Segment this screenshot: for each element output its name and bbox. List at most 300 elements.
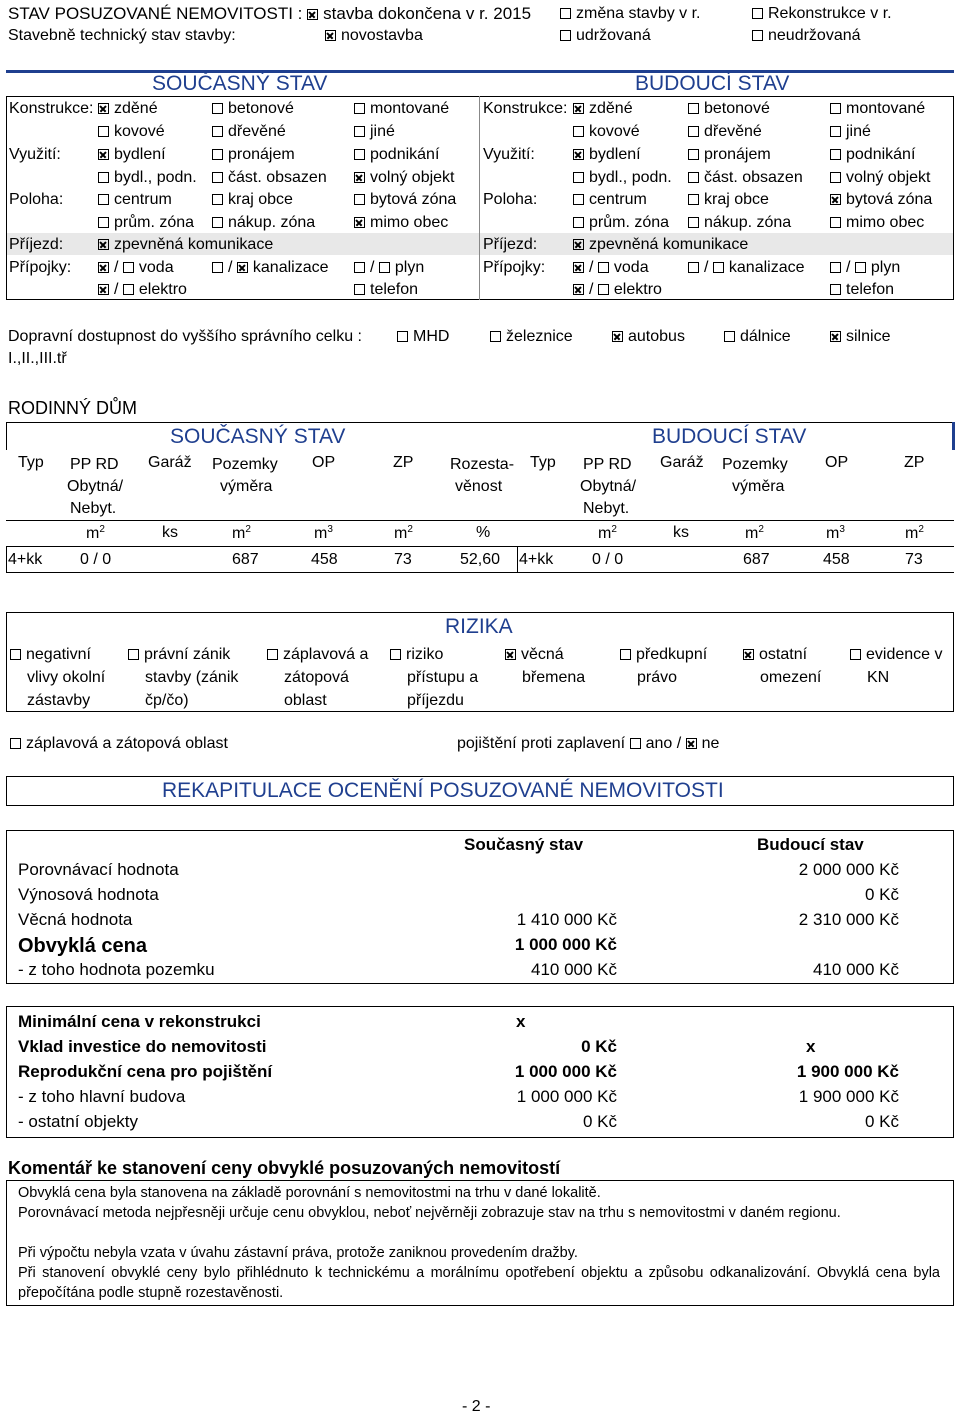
col-pozemky-l2: výměra [220, 478, 273, 495]
risk-label: oblast [284, 692, 327, 709]
checkbox[interactable] [598, 284, 609, 295]
checkbox[interactable] [354, 149, 365, 160]
checkbox[interactable] [212, 217, 223, 228]
cur-typ-value: 4+kk [8, 551, 43, 568]
checkbox[interactable] [850, 649, 861, 660]
checkbox[interactable] [390, 649, 401, 660]
col-pprd [67, 454, 124, 520]
konstrukce-label: Konstrukce: [9, 100, 94, 117]
unit-exp: 2 [611, 524, 617, 535]
risk-label: příjezdu [407, 692, 464, 709]
unit-exp: 3 [839, 524, 845, 535]
checkbox-checked[interactable] [573, 149, 584, 160]
option-label: voda [138, 259, 174, 276]
page-title [8, 4, 531, 24]
unit: m [905, 525, 919, 542]
option-label: volný objekt [846, 169, 931, 186]
fut-kanalizace [688, 259, 805, 277]
option-label: montované [370, 100, 450, 117]
option-label: bytová zóna [846, 191, 933, 208]
option-label: dálnice [740, 328, 791, 345]
option-label: centrum [114, 191, 172, 208]
checkbox-checked[interactable] [743, 649, 754, 660]
risk-label: právo [637, 669, 678, 686]
konstrukce-label: Konstrukce: [483, 100, 568, 117]
poloha-label: Poloha: [483, 191, 538, 208]
recap-row-label: Vklad investice do nemovitosti [18, 1037, 267, 1056]
house-title: RODINNÝ DŮM [8, 398, 137, 418]
checkbox[interactable] [620, 649, 631, 660]
option-label: novostavba [341, 27, 423, 44]
option-label: montované [846, 100, 926, 117]
col-roz-l1: Rozesta- [450, 456, 515, 473]
checkbox[interactable] [98, 194, 109, 205]
cur-kovove [98, 123, 165, 141]
checkbox[interactable] [267, 649, 278, 660]
col-pozemky-l1: Pozemky [722, 456, 788, 473]
checkbox[interactable] [830, 172, 841, 183]
col-zp: ZP [393, 454, 414, 471]
risk-label: KN [867, 669, 890, 686]
comment-paragraph: Porovnávací metoda nejpřesněji určuje cenu obvyklou, neboť nejvěrněji zobrazuje stav na trhu s nemovitostmi v daném regionu. [18, 1205, 841, 1221]
option-label: část. obsazen [228, 169, 327, 186]
house-future-header: BUDOUCÍ STAV [652, 425, 807, 448]
option-label: dřevěné [704, 123, 762, 140]
checkbox-checked[interactable] [98, 284, 109, 295]
checkbox[interactable] [830, 149, 841, 160]
unit: m [86, 525, 100, 542]
option-label: zpevněná komunikace [589, 236, 749, 253]
col-typ: Typ [18, 454, 44, 471]
fut-centrum [573, 191, 647, 209]
recap-row-current: 410 000 Kč [530, 960, 617, 979]
checkbox[interactable] [379, 262, 390, 273]
checkbox[interactable] [212, 172, 223, 183]
cur-pozemky-value: 687 [232, 551, 259, 568]
unit-pct: % [476, 524, 491, 541]
checkbox-checked[interactable] [325, 30, 336, 41]
checkbox[interactable] [573, 217, 584, 228]
option-label: udržovaná [576, 27, 651, 44]
checkbox[interactable] [354, 103, 365, 114]
recap-row-current: 1 000 000 Kč [514, 935, 617, 954]
recap-row-label: Věcná hodnota [18, 910, 133, 929]
option-label: prům. zóna [589, 214, 670, 231]
cur-zp-value: 73 [394, 551, 412, 568]
fut-podnikani [830, 146, 915, 164]
option-label: betonové [228, 100, 294, 117]
option-label: zděné [114, 100, 158, 117]
values-mid-edge [517, 546, 518, 573]
house-current-header: SOUČASNÝ STAV [170, 425, 346, 448]
cur-elektro [98, 281, 187, 299]
checkbox[interactable] [830, 103, 841, 114]
recap-row-current: 1 000 000 Kč [516, 1087, 617, 1106]
checkbox-checked[interactable] [612, 331, 623, 342]
option-label: prům. zóna [114, 214, 195, 231]
cur-pprd-value: 0 / 0 [80, 551, 112, 568]
checkbox-checked[interactable] [354, 172, 365, 183]
checkbox[interactable] [688, 172, 699, 183]
recap-row-label: Obvyklá cena [18, 935, 147, 957]
risk-label: přístupu a [407, 669, 479, 686]
option-label: plyn [870, 259, 901, 276]
slash: / [846, 259, 851, 276]
col-pozemky [212, 454, 278, 498]
checkbox[interactable] [10, 738, 21, 749]
cur-bydleni [98, 146, 166, 164]
comment-paragraph: Při výpočtu nebyla vzata v úvahu zástavní práva, protože zaniknou provedením dražby. [18, 1245, 578, 1261]
checkbox[interactable] [598, 262, 609, 273]
risk-label: negativní [26, 646, 91, 663]
checkbox[interactable] [830, 284, 841, 295]
col-pprd-l3: Nebyt. [583, 500, 630, 517]
checkbox[interactable] [354, 284, 365, 295]
checkbox-checked[interactable] [237, 262, 248, 273]
recap-row-label: Výnosová hodnota [18, 885, 159, 904]
option-label: kraj obce [228, 191, 293, 208]
checkbox[interactable] [688, 262, 699, 273]
unit-exp: 2 [99, 524, 105, 535]
checkbox-checked[interactable] [830, 194, 841, 205]
option-label: plyn [394, 259, 425, 276]
checkbox-checked[interactable] [830, 331, 841, 342]
checkbox[interactable] [560, 8, 571, 19]
option-label: Rekonstrukce v r. [768, 5, 892, 22]
checkbox-checked[interactable] [573, 239, 584, 250]
checkbox[interactable] [688, 149, 699, 160]
recap-row-future: 1 900 000 Kč [798, 1087, 899, 1106]
checkbox[interactable] [752, 30, 763, 41]
header-edge [952, 422, 955, 450]
checkbox[interactable] [573, 126, 584, 137]
fut-elektro [573, 281, 662, 299]
unit: m [314, 525, 328, 542]
future-state-header: BUDOUCÍ STAV [635, 72, 790, 95]
option-label: nákup. zóna [704, 214, 792, 231]
checkbox[interactable] [354, 262, 365, 273]
col-pprd [580, 454, 637, 520]
risk-evidence-kn [850, 643, 943, 689]
risk-label: evidence v [866, 646, 943, 663]
insurance-label: pojištění proti zaplavení [457, 735, 626, 752]
cur-nakup-zona [212, 214, 315, 232]
checkbox[interactable] [830, 126, 841, 137]
recap-row-label: Porovnávací hodnota [18, 860, 179, 879]
option-label: mimo obec [846, 214, 925, 231]
risk-label: ostatní [759, 646, 808, 663]
checkbox-checked[interactable] [307, 9, 318, 20]
recap-row-label: - z toho hodnota pozemku [18, 960, 215, 979]
recap-row-label: Minimální cena v rekonstrukci [18, 1012, 261, 1031]
slash: / [114, 281, 119, 298]
unit-m2 [394, 524, 413, 543]
fut-zp-value: 73 [905, 551, 923, 568]
fut-betonove [688, 100, 770, 118]
risk-label: vlivy okolní [27, 669, 106, 686]
checkbox[interactable] [98, 126, 109, 137]
slash: / [370, 259, 375, 276]
unit: m [745, 525, 759, 542]
col-pozemky-l1: Pozemky [212, 456, 278, 473]
comment-paragraph: Obvyklá cena byla stanovena na základě porovnání s nemovitostmi na trhu v dané lokalitě. [18, 1185, 601, 1201]
recap-row-current: 1 000 000 Kč [514, 1062, 617, 1081]
unit: m [232, 525, 246, 542]
unit-exp: 2 [918, 524, 924, 535]
checkbox[interactable] [752, 8, 763, 19]
option-label: MHD [413, 328, 450, 345]
fut-cast-obsazen [688, 169, 803, 187]
col-pprd-l2: Obytná/ [580, 478, 637, 495]
recap-header-current: Současný stav [464, 835, 584, 854]
checkbox[interactable] [688, 126, 699, 137]
checkbox[interactable] [688, 194, 699, 205]
option-label: zpevněná komunikace [114, 236, 274, 253]
ano-label: ano / [645, 735, 682, 752]
slash: / [589, 259, 594, 276]
values-left-edge [6, 546, 7, 573]
unit-m2 [86, 524, 105, 543]
checkbox-checked[interactable] [573, 103, 584, 114]
fut-kovove [573, 123, 640, 141]
risk-label: riziko [406, 646, 444, 663]
checkbox[interactable] [123, 284, 134, 295]
option-label: voda [613, 259, 649, 276]
option-label: změna stavby v r. [576, 5, 701, 22]
option-label: kraj obce [704, 191, 769, 208]
option-label: telefon [846, 281, 895, 298]
transport-label: Dopravní dostupnost do vyššího správního celku : [8, 328, 362, 345]
slash: / [228, 259, 233, 276]
flood-zone [10, 735, 228, 753]
recap-row-label: Reprodukční cena pro pojištění [18, 1062, 273, 1081]
checkbox-checked[interactable] [505, 649, 516, 660]
cur-zpevnena [98, 236, 273, 254]
checkbox[interactable] [830, 217, 841, 228]
risk-label: zástavby [27, 692, 91, 709]
checkbox[interactable] [713, 262, 724, 273]
slash: / [114, 259, 119, 276]
house-header-box [6, 422, 954, 450]
option-label: bydlení [589, 146, 641, 163]
col-garaz: Garáž [660, 454, 704, 471]
option-label: část. obsazen [704, 169, 803, 186]
checkbox[interactable] [212, 194, 223, 205]
unit-m2 [905, 524, 924, 543]
checkbox-checked[interactable] [98, 103, 109, 114]
col-pprd-l2: Obytná/ [67, 478, 124, 495]
fut-bydl-podn [573, 169, 672, 187]
checkbox-checked[interactable] [573, 284, 584, 295]
option-label: nákup. zóna [228, 214, 316, 231]
checkbox[interactable] [10, 649, 21, 660]
unit-exp: 3 [327, 524, 333, 535]
option-label: bydlení [114, 146, 166, 163]
recap-row-label: - z toho hlavní budova [18, 1087, 186, 1106]
checkbox[interactable] [573, 194, 584, 205]
option-label: elektro [138, 281, 187, 298]
option-label: bytová zóna [370, 191, 457, 208]
cur-cast-obsazen [212, 169, 327, 187]
checkbox[interactable] [573, 172, 584, 183]
fut-bydleni [573, 146, 641, 164]
option-label: bydl., podn. [114, 169, 197, 186]
risk-predkupni [620, 643, 707, 689]
cur-plyn [354, 259, 424, 277]
fut-pprd-value: 0 / 0 [592, 551, 624, 568]
option-label: mimo obec [370, 214, 449, 231]
checkbox[interactable] [397, 331, 408, 342]
values-rule [6, 546, 954, 547]
risk-zaplavova [267, 643, 368, 712]
checkbox[interactable] [354, 194, 365, 205]
checkbox[interactable] [212, 126, 223, 137]
checkbox-checked[interactable] [98, 262, 109, 273]
risk-vecna-bremena [505, 643, 585, 689]
prijezd-label: Příjezd: [483, 236, 538, 253]
fut-mimo-obec [830, 214, 924, 232]
unit-m2 [598, 524, 617, 543]
option-label: betonové [704, 100, 770, 117]
risk-label: věcná [521, 646, 564, 663]
option-neudrzovana [752, 27, 861, 45]
values-bottom-rule [6, 572, 954, 573]
road-class: I.,II.,III.tř [8, 350, 67, 367]
checkbox[interactable] [212, 149, 223, 160]
col-typ: Typ [530, 454, 556, 471]
checkbox[interactable] [560, 30, 571, 41]
transport-dalnice [724, 328, 791, 346]
recap-row-current: 0 Kč [582, 1112, 617, 1131]
fut-pronajem [688, 146, 771, 164]
risk-label: čp/čo) [145, 692, 189, 709]
checkbox[interactable] [128, 649, 139, 660]
fut-jine [830, 123, 871, 141]
slash: / [589, 281, 594, 298]
fut-bytova-zona [830, 191, 932, 209]
col-roz-l2: věnost [455, 478, 503, 495]
unit: m [394, 525, 408, 542]
checkbox[interactable] [212, 103, 223, 114]
recap-row-future: 2 000 000 Kč [798, 860, 899, 879]
option-label: pronájem [228, 146, 295, 163]
unit-exp: 2 [758, 524, 764, 535]
option-label: pronájem [704, 146, 771, 163]
option-label: autobus [628, 328, 685, 345]
cur-kraj-obce [212, 191, 293, 209]
fut-telefon [830, 281, 894, 299]
checkbox[interactable] [688, 103, 699, 114]
checkbox[interactable] [212, 262, 223, 273]
recap-row-current: 1 410 000 Kč [516, 910, 617, 929]
option-label: kanalizace [252, 259, 329, 276]
risk-label: stavby (zánik [145, 669, 239, 686]
comment-paragraph: Při stanovení obvyklé ceny bylo přihlédnuto k technickému a morálnímu opotřebení objektu a způsobu odkanalizování. Obvyklá cena byla přepočítána podle stupně rozestavěnosti. [18, 1265, 940, 1301]
comment-title: Komentář ke stanovení ceny obvyklé posuzovaných nemovitostí [8, 1158, 561, 1178]
checkbox[interactable] [855, 262, 866, 273]
flood-insurance [457, 735, 719, 753]
recap-row-future: x [806, 1037, 816, 1056]
unit-exp: 2 [407, 524, 413, 535]
unit-m3 [314, 524, 333, 543]
option-rekonstrukce [752, 5, 892, 23]
section-rule [6, 70, 954, 73]
option-label: kovové [589, 123, 640, 140]
option-label: silnice [846, 328, 891, 345]
risk-label: právní zánik [144, 646, 231, 663]
unit-ks: ks [673, 524, 689, 541]
option-label: elektro [613, 281, 662, 298]
checkbox[interactable] [688, 217, 699, 228]
checkbox-checked[interactable] [354, 217, 365, 228]
col-pozemky-l2: výměra [732, 478, 785, 495]
option-udrzovana [560, 27, 651, 45]
checkbox[interactable] [98, 172, 109, 183]
option-label: železnice [506, 328, 573, 345]
option-label: bydl., podn. [589, 169, 672, 186]
recap-row-future: 0 Kč [864, 1112, 899, 1131]
unit-m2 [232, 524, 251, 543]
checkbox[interactable] [98, 217, 109, 228]
recap-title: REKAPITULACE OCENĚNÍ POSUZOVANÉ NEMOVITOSTI [162, 779, 724, 802]
fut-prum-zona [573, 214, 669, 232]
option-label: podnikání [846, 146, 916, 163]
recap-row-future: 1 900 000 Kč [796, 1062, 899, 1081]
fut-volny-objekt [830, 169, 931, 187]
cur-telefon [354, 281, 418, 299]
col-pprd-l1: PP RD [583, 456, 632, 473]
checkbox[interactable] [490, 331, 501, 342]
col-garaz: Garáž [148, 454, 192, 471]
option-label: dřevěné [228, 123, 286, 140]
cur-bytova-zona [354, 191, 456, 209]
checkbox-checked[interactable] [686, 738, 697, 749]
risk-pravni-zanik [128, 643, 238, 712]
checkbox[interactable] [354, 126, 365, 137]
risk-label: břemena [522, 669, 586, 686]
checkbox[interactable] [830, 262, 841, 273]
cur-podnikani [354, 146, 439, 164]
cur-jine [354, 123, 395, 141]
fut-voda [573, 259, 649, 277]
cur-mimo-obec [354, 214, 448, 232]
column-divider [479, 96, 480, 300]
checkbox-checked[interactable] [98, 149, 109, 160]
cur-rozestavenost-value: 52,60 [460, 551, 501, 568]
pripojky-label: Přípojky: [9, 259, 72, 276]
risks-title: RIZIKA [445, 615, 513, 638]
col-pozemky [722, 454, 788, 498]
unit-ks: ks [162, 524, 178, 541]
checkbox[interactable] [724, 331, 735, 342]
option-label: volný objekt [370, 169, 455, 186]
checkbox[interactable] [630, 738, 641, 749]
checkbox-checked[interactable] [98, 239, 109, 250]
checkbox-checked[interactable] [573, 262, 584, 273]
col-rozestavenost [450, 454, 514, 498]
fut-op-value: 458 [823, 551, 850, 568]
cur-prum-zona [98, 214, 194, 232]
page-number: - 2 - [462, 1398, 491, 1415]
unit: m [598, 525, 612, 542]
cur-drevene [212, 123, 286, 141]
checkbox[interactable] [123, 262, 134, 273]
fut-zdene [573, 100, 633, 118]
recap-row-label: - ostatní objekty [18, 1112, 139, 1131]
transport-zeleznice [490, 328, 573, 346]
recap-row-future: 2 310 000 Kč [798, 910, 899, 929]
recap-row-current: 0 Kč [581, 1037, 617, 1056]
